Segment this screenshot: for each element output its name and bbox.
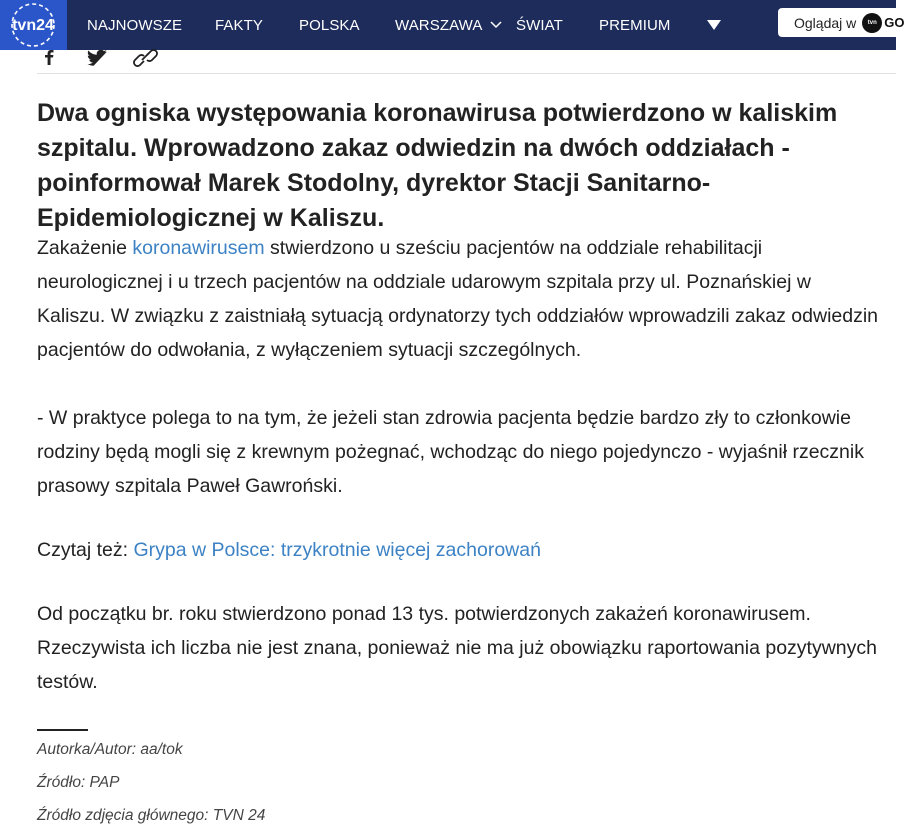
- meta-divider: [37, 729, 88, 731]
- read-also-link[interactable]: Grypa w Polsce: trzykrotnie więcej zachorowań: [133, 539, 541, 561]
- nav-polska[interactable]: POLSKA: [299, 16, 360, 34]
- twitter-icon[interactable]: [87, 50, 107, 69]
- author-credit: Autorka/Autor: aa/tok: [37, 741, 183, 758]
- watch-button-label: Oglądaj w: [794, 14, 857, 31]
- photo-source-credit: Źródło zdjęcia głównego: TVN 24: [37, 807, 266, 824]
- go-badge-text: GO: [884, 15, 905, 30]
- nav-fakty[interactable]: FAKTY: [215, 16, 264, 34]
- article-paragraph-3: Od początku br. roku stwierdzono ponad 13 tys. potwierdzonych zakażeń koronawirusem. Rzeczywista ich liczba nie jest znana, ponieważ nie ma już obowiązku raportowania pozytywnych testów.: [37, 603, 877, 693]
- nav-warszawa[interactable]: [395, 0, 502, 50]
- nav-najnowsze[interactable]: NAJNOWSZE: [87, 16, 183, 34]
- nav-swiat[interactable]: ŚWIAT: [516, 16, 563, 34]
- tvn-badge-icon: tvn: [862, 13, 882, 33]
- link-icon[interactable]: [134, 50, 158, 71]
- read-also: [37, 533, 882, 567]
- paragraph-1-text-end: stwierdzono u sześciu pacjentów na oddziale rehabilitacji neurologicznej i u trzech pacjentów na oddziale udarowym szpitala przy ul. Poznańskiej w Kaliszu. W związku z zaistniałą sytuacją ordynatorzy tych oddziałów wprowadzili zakaz odwiedzin pacjentów do odwołania, z wyłączeniem sytuacji szczególnych.: [37, 237, 879, 361]
- tvn24-logo[interactable]: [0, 0, 67, 50]
- tvn24-logo-icon: [8, 2, 60, 48]
- svg-text:tvn24: tvn24: [11, 17, 54, 34]
- main-nav: [67, 0, 896, 50]
- article-paragraph-2: - W praktyce polega to na tym, że jeżeli stan zdrowia pacjenta będzie bardzo zły to członkowie rodziny będą mogli się z krewnym pożegnać, wchodząc do niego pojedynczo - wyjaśnił rzecznik prasowy szpitala Paweł Gawroński.: [37, 407, 864, 497]
- article-lead: Dwa ogniska występowania koronawirusa potwierdzono w kaliskim szpitalu. Wprowadzono zakaz odwiedzin na dwóch oddziałach - poinformował Marek Stodolny, dyrektor Stacji Sanitarno-Epidemiologicznej w Kaliszu.: [37, 99, 838, 232]
- source-credit: Źródło: PAP: [37, 774, 120, 791]
- article-paragraph-1: [37, 231, 882, 367]
- nav-warszawa-label: WARSZAWA: [395, 16, 483, 34]
- read-also-label: Czytaj też:: [37, 539, 134, 561]
- share-bar: [37, 50, 896, 74]
- facebook-icon[interactable]: [43, 50, 55, 70]
- chevron-down-icon: [490, 21, 502, 29]
- tvngo-badge: [862, 13, 904, 33]
- nav-premium[interactable]: PREMIUM: [599, 16, 671, 34]
- koronawirus-tag-link[interactable]: koronawirusem: [132, 237, 265, 259]
- top-navigation-bar: [0, 0, 905, 50]
- watch-in-tvngo-button[interactable]: [778, 8, 918, 37]
- paragraph-1-text-start: Zakażenie: [37, 237, 133, 259]
- triangle-down-icon[interactable]: [700, 0, 728, 50]
